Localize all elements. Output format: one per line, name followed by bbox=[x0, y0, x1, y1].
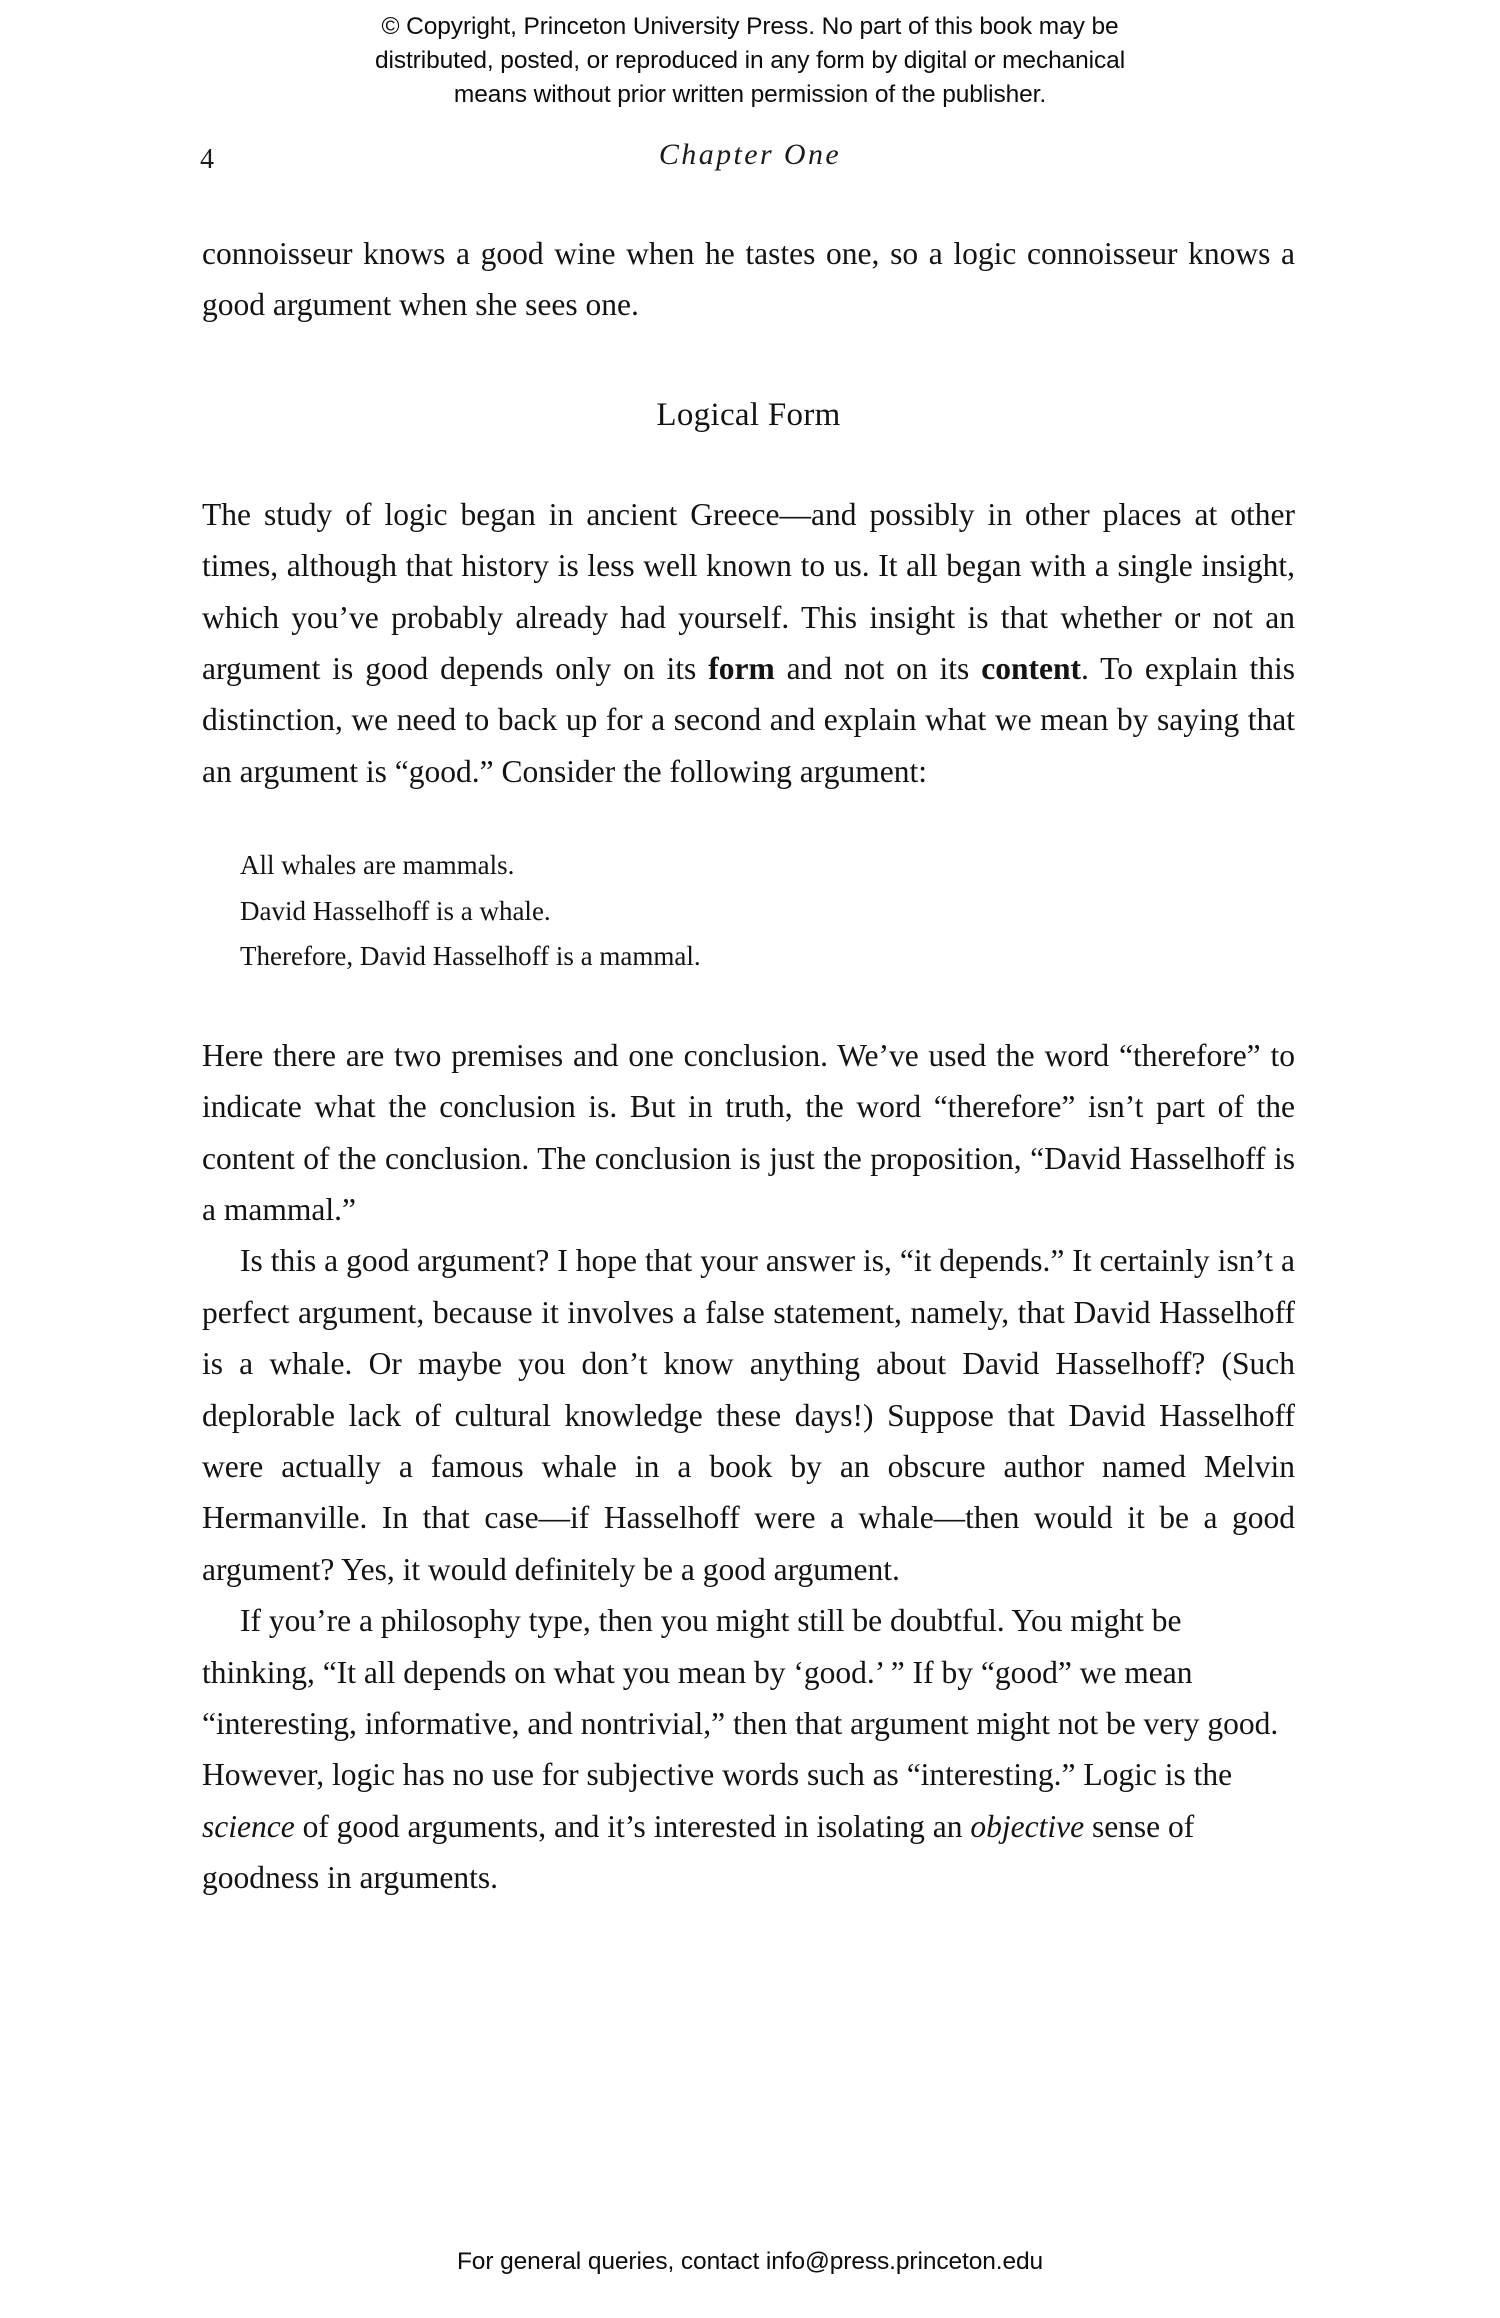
copyright-line-2: distributed, posted, or reproduced in any form by digital or mechanical bbox=[374, 47, 1126, 74]
running-head bbox=[200, 138, 1300, 180]
argument-conclusion: Therefore, David Hasselhoff is a mammal. bbox=[240, 941, 701, 972]
spacer-before-argument bbox=[202, 797, 1295, 843]
emphasis-content: content bbox=[981, 651, 1081, 687]
emphasis-form: form bbox=[708, 651, 775, 687]
text-block bbox=[202, 228, 1295, 1904]
copyright-line-1: © Copyright, Princeton University Press. No part of this book may be bbox=[381, 13, 1119, 40]
study-of-logic-part-2: and not on its bbox=[774, 651, 982, 687]
is-this-good-text: Is this a good argument? I hope that your answer is, “it depends.” It certainly isn’t a perfect argument, because it involves a false statement, namely, that David Hasselhoff is a whale. Or maybe you don’t know anything about David Hasselhoff? (Such deplorable lack of cultural knowledge these days!) Suppose that David Hasselhoff were actually a famous whale in a book by an obscure author named Melvin Hermanville. In that case—if Hasselhoff were a whale—then would it be a good argument? Yes, it would definitely be a good argument. bbox=[202, 1243, 1295, 1587]
paragraph-continued-text: connoisseur knows a good wine when he tastes one, so a logic connoisseur knows a good argument when she sees one. bbox=[202, 236, 1295, 323]
emphasis-science: science bbox=[202, 1808, 295, 1844]
paragraph-philosophy-type bbox=[202, 1595, 1295, 1903]
paragraph-here-there-are bbox=[202, 1030, 1295, 1236]
paragraph-continued bbox=[202, 228, 1295, 331]
copyright-notice bbox=[0, 10, 1500, 112]
argument-example bbox=[240, 843, 1295, 980]
philosophy-type-part-3: sense of goodness in arguments. bbox=[202, 1808, 1195, 1896]
copyright-line-3: means without prior written permission of the publisher. bbox=[453, 81, 1047, 108]
chapter-title: Chapter One bbox=[658, 138, 842, 171]
emphasis-objective: objective bbox=[970, 1808, 1085, 1844]
study-of-logic-part-3: . To explain this distinction, we need to back up for a second and explain what we mean by saying that an argument is “good.” Consider the following argument: bbox=[202, 651, 1295, 789]
spacer-after-argument bbox=[202, 980, 1295, 1030]
here-there-are-text: Here there are two premises and one conclusion. We’ve used the word “therefore” to indicate what the conclusion is. But in truth, the word “therefore” isn’t part of the content of the conclusion. The conclusion is just the proposition, “David Hasselhoff is a mammal.” bbox=[202, 1037, 1295, 1227]
study-of-logic-part-1: The study of logic began in ancient Greece—and possibly in other places at other times, although that history is less well known to us. It all began with a single insight, which you’ve probably already had yourself. This insight is that whether or not an argument is good depends only on its bbox=[202, 496, 1295, 687]
section-heading: Logical Form bbox=[656, 396, 841, 433]
philosophy-type-part-2: of good arguments, and it’s interested in isolating an bbox=[294, 1808, 971, 1844]
spacer-before-heading bbox=[202, 331, 1295, 393]
philosophy-type-part-1: If you’re a philosophy type, then you might still be doubtful. You might be thinking, “It all depends on what you mean by ‘good.’ ” If by “good” we mean “interesting, informative, and nontrivial,” then that argument might not be very good. However, logic has no use for subjective words such as “interesting.” Logic is the bbox=[202, 1603, 1279, 1793]
page-number: 4 bbox=[200, 144, 214, 175]
argument-premise-1: All whales are mammals. bbox=[240, 850, 515, 881]
paragraph-is-this-good bbox=[202, 1235, 1295, 1595]
footer-note: For general queries, contact info@press.princeton.edu bbox=[456, 2248, 1044, 2275]
argument-premise-2: David Hasselhoff is a whale. bbox=[240, 895, 551, 926]
paragraph-study-of-logic bbox=[202, 489, 1295, 797]
spacer-after-heading bbox=[202, 437, 1295, 489]
